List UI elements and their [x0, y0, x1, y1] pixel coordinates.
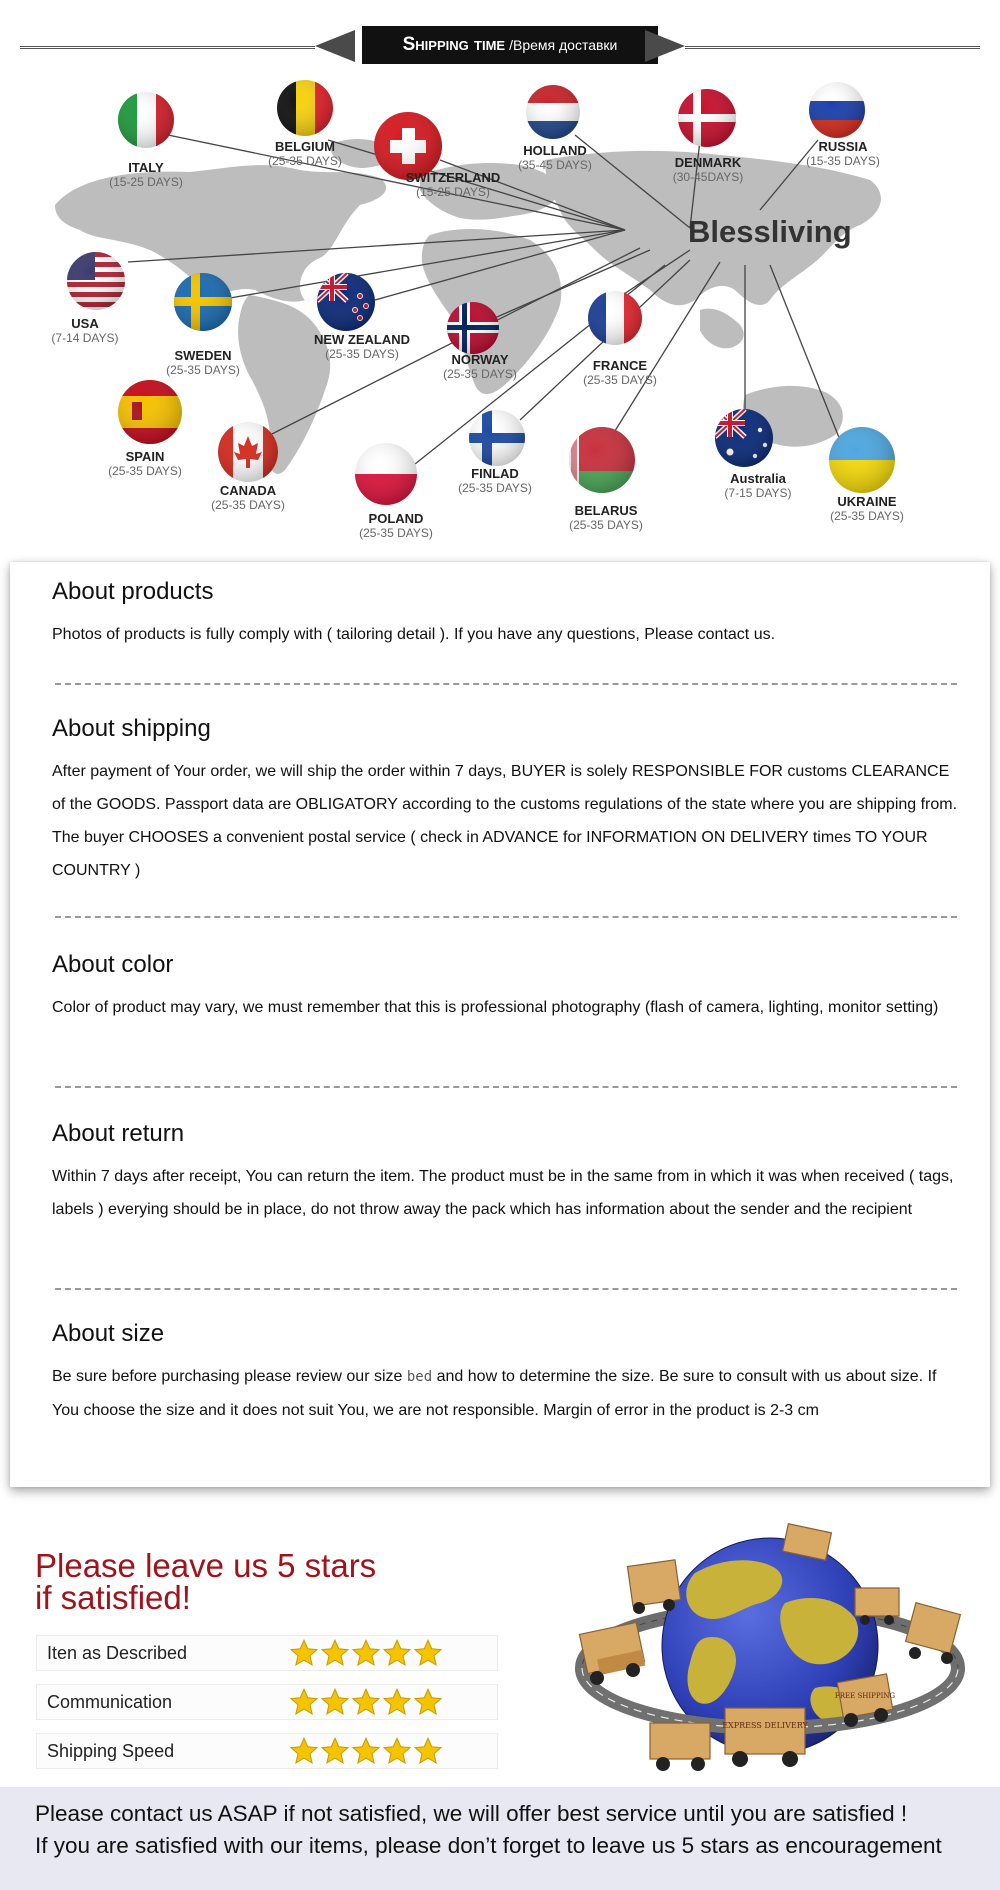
feedback-request-section: [0, 1500, 1000, 1780]
header-rule-right: [685, 46, 980, 49]
country-days: (25-35 DAYS): [166, 363, 240, 377]
star-icon: [382, 1736, 412, 1766]
star-icon: [413, 1736, 443, 1766]
country-label-ukraine: [802, 494, 932, 523]
country-name: Australia: [730, 471, 786, 486]
country-days: (25-35 DAYS): [325, 347, 399, 361]
about-color-text: Color of product may vary, we must remember that this is professional photography (flash of camera, lighting, monitor setting): [52, 999, 939, 1016]
star-icon: [382, 1687, 412, 1717]
star-icon: [351, 1638, 381, 1668]
ukraine-flag-icon: [829, 427, 895, 493]
country-name: BELARUS: [574, 503, 638, 518]
country-days: (25-35 DAYS): [359, 526, 433, 540]
about-shipping-section: [52, 715, 962, 887]
france-flag-icon: [588, 291, 642, 345]
section-divider: [55, 1288, 957, 1290]
country-name: FINLAD: [471, 466, 519, 481]
country-name: UKRAINE: [837, 494, 897, 509]
country-days: (25-35 DAYS): [268, 154, 342, 168]
star-icon: [320, 1736, 350, 1766]
country-days: (25-35 DAYS): [583, 373, 657, 387]
belgium-flag-icon: [277, 80, 334, 136]
brand-name: Blessliving: [688, 214, 852, 249]
russia-flag-icon: [809, 82, 865, 139]
country-name: BELGIUM: [275, 139, 335, 154]
finland-flag-icon: [469, 410, 525, 466]
rating-row-item-as-described: [36, 1635, 498, 1671]
country-name: NORWAY: [451, 352, 509, 367]
country-name: CANADA: [219, 483, 277, 498]
star-icon: [289, 1736, 319, 1766]
country-name: ITALY: [128, 160, 164, 175]
box-label: EXPRESS DELIVERY: [722, 1721, 808, 1730]
star-icon: [382, 1638, 412, 1668]
about-size-text: [52, 1360, 962, 1427]
country-days: (15-25 DAYS): [416, 185, 490, 199]
country-name: RUSSIA: [818, 139, 868, 154]
country-label-finland: [430, 466, 560, 495]
country-days: (25-35 DAYS): [569, 518, 643, 532]
header-ribbon-right: [645, 30, 685, 62]
country-label-belgium: [240, 139, 370, 168]
country-days: (15-35 DAYS): [806, 154, 880, 168]
country-name: POLAND: [368, 511, 424, 526]
star-icon: [320, 1687, 350, 1717]
country-label-denmark: [643, 155, 773, 184]
five-star-rating: [289, 1638, 444, 1668]
new-zealand-flag-icon: [317, 273, 375, 331]
about-return-section: [52, 1120, 962, 1226]
country-days: (25-35 DAYS): [458, 481, 532, 495]
country-label-france: [555, 358, 685, 387]
country-label-switzerland: [388, 170, 518, 199]
banner-line-five-stars: If you are satisfied with our items, please don’t forget to leave us 5 stars as encouragement: [35, 1833, 942, 1858]
star-icon: [351, 1687, 381, 1717]
country-name: USA: [71, 316, 99, 331]
country-days: (35-45 DAYS): [518, 158, 592, 172]
country-name: SPAIN: [125, 449, 165, 464]
star-icon: [351, 1736, 381, 1766]
five-stars-heading: [35, 1547, 377, 1616]
about-color-heading: About color: [52, 951, 174, 978]
shipping-time-title: [362, 26, 658, 64]
star-icon: [413, 1638, 443, 1668]
rating-row-communication: [36, 1684, 498, 1720]
shipping-time-title-sub: /Время доставки: [509, 37, 618, 53]
country-label-norway: [415, 352, 545, 381]
country-label-usa: [20, 316, 150, 345]
header-rule-left: [20, 46, 315, 49]
header-ribbon-left: [315, 30, 355, 62]
country-days: (7-15 DAYS): [724, 486, 792, 500]
norway-flag-icon: [447, 302, 499, 354]
about-color-section: [52, 951, 962, 1024]
about-size-text-start: Be sure before purchasing please review our size: [52, 1368, 403, 1385]
country-name: SWEDEN: [174, 348, 232, 363]
country-label-sweden: [138, 348, 268, 377]
about-return-heading: About return: [52, 1120, 185, 1147]
country-days: (25-35 DAYS): [830, 509, 904, 523]
star-icon: [413, 1687, 443, 1717]
country-name: FRANCE: [592, 358, 648, 373]
country-label-spain: [80, 449, 210, 478]
rating-label: Shipping Speed: [47, 1741, 175, 1761]
five-star-rating: [289, 1687, 444, 1717]
country-name: SWITZERLAND: [405, 170, 501, 185]
banner-line-contact: Please contact us ASAP if not satisfied, we will offer best service until you are satisfied !: [35, 1801, 908, 1826]
about-shipping-heading: About shipping: [52, 715, 211, 742]
about-return-text: Within 7 days after receipt, You can return the item. The product must be in the same from in which it was when received ( tags, labels ) everying should be in place, do not throw away the pack which has information about the sender and the recipient: [52, 1168, 954, 1218]
country-label-canada: [183, 483, 313, 512]
italy-flag-icon: [118, 92, 175, 148]
box-label: FREE SHIPPING: [834, 1692, 896, 1700]
country-days: (7-14 DAYS): [51, 331, 119, 345]
section-divider: [55, 916, 957, 918]
country-days: (25-35 DAYS): [443, 367, 517, 381]
country-days: (15-25 DAYS): [109, 175, 183, 189]
rating-row-shipping-speed: [36, 1733, 498, 1769]
country-name: HOLLAND: [523, 143, 587, 158]
store-policy-card: [10, 562, 990, 1487]
about-shipping-text: After payment of Your order, we will ship the order within 7 days, BUYER is solely RESPONSIBLE FOR customs CLEARANCE of the GOODS. Passport data are OBLIGATORY according to the customs regulations of the state where you are shipping from. The buyer CHOOSES a convenient postal service ( check in ADVANCE for INFORMATION ON DELIVERY times TO YOUR COUNTRY ): [52, 763, 958, 879]
country-label-russia: [778, 139, 908, 168]
country-label-italy: [81, 160, 211, 189]
country-days: (25-35 DAYS): [108, 464, 182, 478]
poland-flag-icon: [355, 443, 417, 505]
delivery-truck-icon: [650, 1723, 710, 1771]
country-label-belarus: [541, 503, 671, 532]
five-stars-heading-line2: if satisfied!: [35, 1579, 191, 1616]
denmark-flag-icon: [678, 89, 736, 147]
country-label-new-zealand: [297, 332, 427, 361]
country-days: (30-45DAYS): [672, 170, 744, 184]
about-size-text-end: and how to determine the size. Be sure to consult with us about size. If You choose the size and it does not suit You, we are not responsible. Margin of error in the product is 2-3 cm: [52, 1368, 937, 1419]
section-divider: [55, 1086, 957, 1088]
country-name: DENMARK: [674, 155, 742, 170]
usa-flag-icon: [67, 252, 125, 310]
globe-delivery-illustration: [555, 1518, 975, 1788]
five-stars-heading-line1: Please leave us 5 stars: [35, 1547, 377, 1584]
rating-label: Communication: [47, 1692, 173, 1712]
country-days: (25-35 DAYS): [211, 498, 285, 512]
satisfaction-banner: [0, 1787, 1000, 1890]
country-name: NEW ZEALAND: [313, 332, 411, 347]
about-products-section: [52, 578, 962, 651]
holland-flag-icon: [526, 85, 580, 139]
spain-flag-icon: [118, 380, 182, 444]
shipping-time-header: [20, 26, 980, 66]
size-chart-link: bed: [406, 1369, 433, 1385]
star-icon: [289, 1638, 319, 1668]
rating-label: Iten as Described: [47, 1643, 188, 1663]
canada-flag-icon: [218, 422, 278, 482]
delivery-truck-icon: [627, 1560, 680, 1614]
about-products-heading: About products: [52, 578, 214, 605]
shipping-time-title-main: Shipping time: [402, 34, 506, 55]
star-icon: [320, 1638, 350, 1668]
shipping-time-map: [0, 0, 1000, 555]
about-size-section: [52, 1320, 962, 1427]
sweden-flag-icon: [174, 273, 232, 331]
five-star-rating: [289, 1736, 444, 1766]
belarus-flag-icon: [569, 427, 635, 493]
delivery-truck-icon: [722, 1708, 808, 1767]
star-icon: [289, 1687, 319, 1717]
country-label-poland: [331, 511, 461, 540]
section-divider: [55, 683, 957, 685]
about-size-heading: About size: [52, 1320, 165, 1347]
about-products-text: Photos of products is fully comply with ( tailoring detail ). If you have any questions, Please contact us.: [52, 626, 776, 643]
australia-flag-icon: [715, 409, 773, 467]
country-label-holland: [490, 143, 620, 172]
